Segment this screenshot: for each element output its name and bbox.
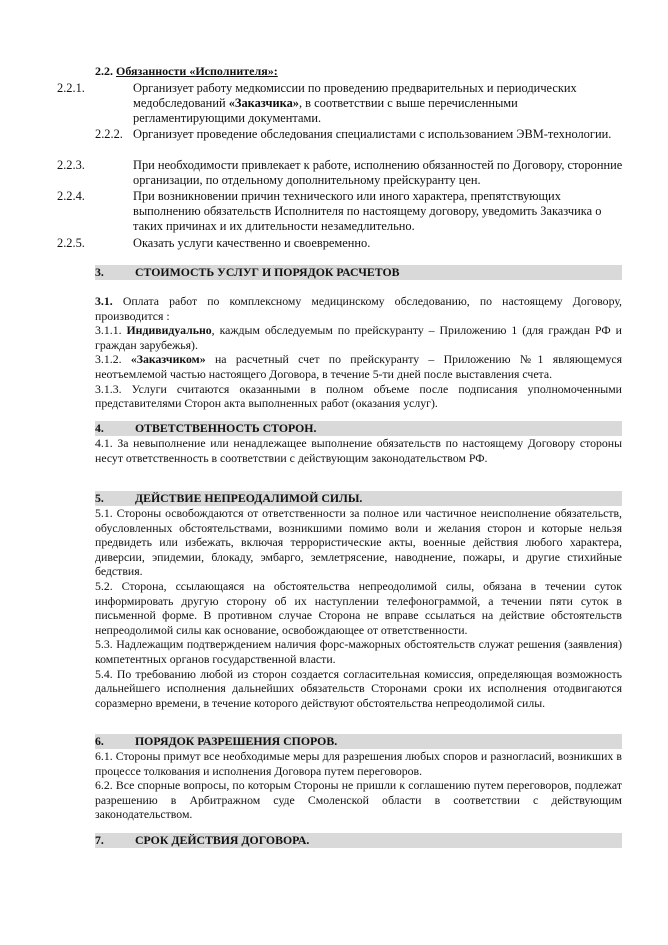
subsection-number: 2.2. bbox=[95, 64, 113, 78]
paragraph: 6.2. Все спорные вопросы, по которым Стороны не пришли к соглашению путем переговоров, подлежат разрешению в Арбитражном суде Смоленской области в соответствии с действующим законодательством. bbox=[95, 778, 622, 822]
duty-text: Оказать услуги качественно и своевременно. bbox=[133, 236, 371, 250]
duty-item bbox=[57, 81, 625, 125]
section-title: СТОИМОСТЬ УСЛУГ И ПОРЯДОК РАСЧЕТОВ bbox=[135, 265, 400, 279]
paragraph: 5.3. Надлежащим подтверждением наличия форс-мажорных обстоятельств служат решения (заявления) компетентных органов государственной власти. bbox=[95, 637, 622, 666]
duty-text-bold: «Заказчика» bbox=[228, 95, 299, 110]
subsection-heading bbox=[95, 64, 278, 79]
duty-number: 2.2.3. bbox=[57, 158, 85, 172]
section-heading bbox=[95, 833, 622, 848]
duty-text-pre: Организует работу медкомиссии по проведению предварительных и периодических медобследований bbox=[133, 81, 577, 110]
paragraph: 4.1. За невыполнение или ненадлежащее выполнение обязательств по настоящему Договору стороны несут ответственность в соответствии с действующим законодательством РФ. bbox=[95, 436, 622, 465]
duty-item bbox=[95, 127, 625, 142]
paragraph: 5.1. Стороны освобождаются от ответственности за полное или частичное неисполнение обязательств, обусловленных обстоятельствами, возникшими помимо воли и желания сторон и которые нельзя предвидеть или избежать, включая террористические акты, военные действия любого характера, диверсии, эпидемии, блокаду, эмбарго, землетрясение, наводнение, пожары, и другие стихийные бедствия. bbox=[95, 506, 622, 579]
paragraph bbox=[95, 323, 622, 352]
section-title: ОТВЕТСТВЕННОСТЬ СТОРОН. bbox=[135, 421, 317, 435]
paragraph-text: Оплата работ по комплексному медицинскому обследованию, по настоящему Договору, производится : bbox=[95, 294, 622, 323]
paragraph-number: 3.1. bbox=[95, 294, 113, 308]
section-body bbox=[95, 749, 622, 822]
duty-text: Организует проведение обследования специалистами с использованием ЭВМ-технологии. bbox=[133, 127, 612, 141]
duty-text: При возникновении причин технического или иного характера, препятствующих выполнению обязательств Исполнителя по настоящему договору, уведомить Заказчика о таких причинах и их длительности незамедлительно. bbox=[133, 189, 602, 233]
duty-item bbox=[57, 236, 625, 251]
paragraph-text: на расчетный счет по прейскуранту – Приложению №1 являющемуся неотъемлемой частью настоящего Договора, в течение 5-ти дней после выставления счета. bbox=[95, 352, 623, 381]
paragraph-number: 3.1.1. bbox=[95, 323, 122, 338]
duty-item bbox=[57, 158, 625, 188]
section-number: 5. bbox=[95, 491, 104, 505]
subsection-title: Обязанности «Исполнителя»: bbox=[116, 64, 278, 78]
section-number: 7. bbox=[95, 833, 104, 847]
section-title: ПОРЯДОК РАЗРЕШЕНИЯ СПОРОВ. bbox=[135, 734, 338, 748]
paragraph-bold: Индивидуально bbox=[126, 323, 212, 338]
section-heading bbox=[95, 734, 622, 749]
paragraph: 5.2. Сторона, ссылающаяся на обстоятельства непреодолимой силы, обязана в течении суток информировать другую сторону об их наступлении телефонограммой, а течении пяти суток в письменной форме. В противном случае Сторона не вправе ссылаться на действие обстоятельств непреодолимой силы как основание, освобождающее от ответственности. bbox=[95, 578, 622, 637]
duty-text-post: , в соответствии с выше перечисленными регламентирующими документами. bbox=[133, 95, 518, 125]
section-body bbox=[95, 506, 622, 710]
duty-number: 2.2.2. bbox=[95, 127, 123, 141]
section-body bbox=[95, 436, 622, 465]
section-number: 3. bbox=[95, 265, 104, 279]
paragraph: 6.1. Стороны примут все необходимые меры для разрешения любых споров и разногласий, возникших в процессе толкования и исполнения Договора путем переговоров. bbox=[95, 749, 622, 778]
paragraph bbox=[95, 352, 622, 381]
paragraph bbox=[95, 294, 622, 323]
section-number: 6. bbox=[95, 734, 104, 748]
section-body bbox=[95, 294, 622, 411]
section-title: СРОК ДЕЙСТВИЯ ДОГОВОРА. bbox=[135, 833, 310, 847]
paragraph: 5.4. По требованию любой из сторон создается согласительная комиссия, определяющая возможность дальнейшего исполнения дальнейших обязательств Сторонами сроки их исполнения отодвигаются соразмерно времени, в течение которого действуют обстоятельства непреодолимой силы. bbox=[95, 666, 622, 710]
section-title: ДЕЙСТВИЕ НЕПРЕОДАЛИМОЙ СИЛЫ. bbox=[135, 491, 363, 505]
paragraph-text: , каждым обследуемым по прейскуранту – Приложению 1 (для граждан РФ и граждан зарубежья). bbox=[95, 323, 622, 352]
duty-text: При необходимости привлекает к работе, исполнению обязанностей по Договору, сторонние организации, по отдельному дополнительному прейскуранту цен. bbox=[133, 158, 623, 187]
section-number: 4. bbox=[95, 421, 104, 435]
duty-number: 2.2.1. bbox=[57, 81, 85, 95]
section-heading bbox=[95, 491, 622, 506]
duty-number: 2.2.4. bbox=[57, 189, 85, 203]
paragraph: 3.1.3. Услуги считаются оказанными в полном объеме после подписания уполномоченными представителями Сторон акта выполненных работ (оказания услуг). bbox=[95, 381, 622, 411]
section-heading bbox=[95, 265, 622, 280]
section-heading bbox=[95, 421, 622, 436]
duty-number: 2.2.5. bbox=[57, 236, 85, 250]
duty-item bbox=[57, 189, 625, 233]
paragraph-number: 3.1.2. bbox=[95, 352, 122, 367]
paragraph-bold: «Заказчиком» bbox=[130, 352, 206, 367]
